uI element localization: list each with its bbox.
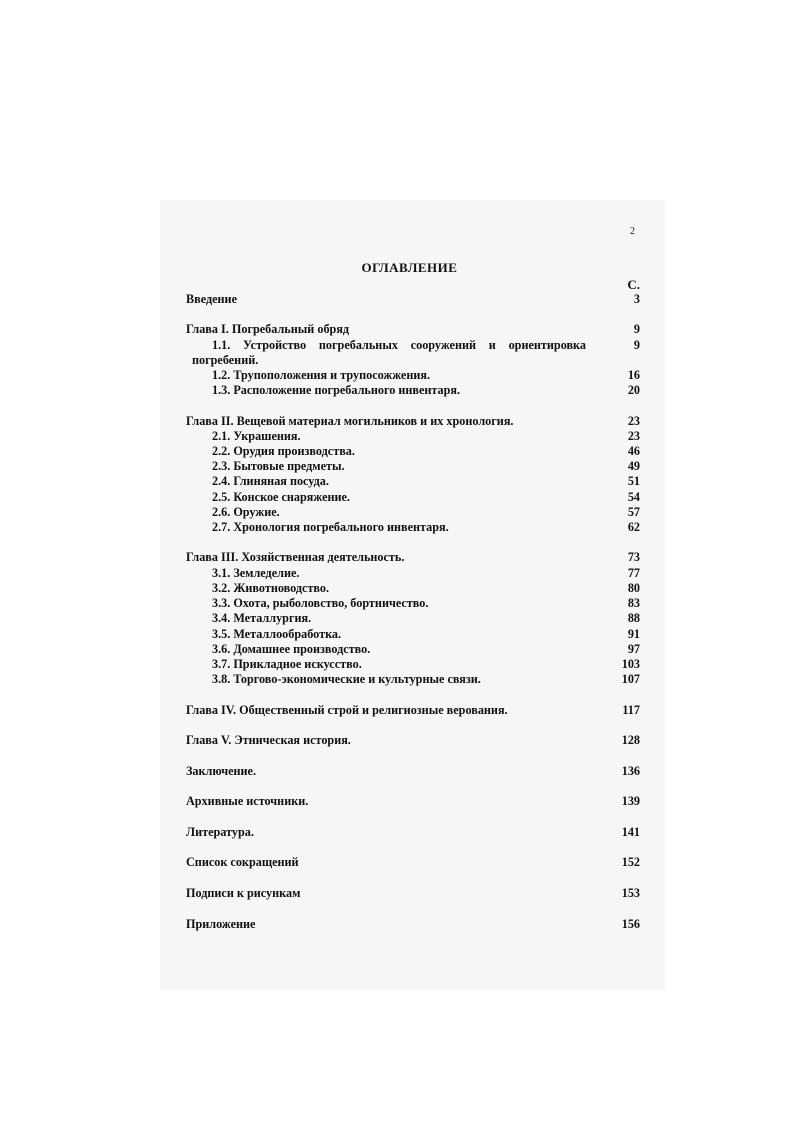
toc-entry-page: 51: [627, 474, 640, 488]
toc-entry-label: 3.2. Животноводство.: [212, 581, 330, 595]
toc-chapter: [186, 413, 640, 429]
toc-entry-label: 3.6. Домашнее производство.: [212, 642, 371, 656]
toc-entry: [186, 610, 640, 626]
toc-entry-label: Литература.: [186, 825, 254, 839]
toc-entry-page: 97: [627, 642, 640, 656]
toc-entry-page: 77: [627, 566, 640, 580]
page-title: ОГЛАВЛЕНИЕ: [361, 260, 458, 275]
toc-entry: [186, 565, 640, 581]
page-column-header: С.: [627, 277, 640, 292]
toc-entry-label: Список сокращений: [186, 855, 299, 869]
toc-entry-label: 3.8. Торгово-экономические и культурные связи.: [212, 672, 481, 686]
toc-entry-page: 103: [621, 657, 640, 671]
page-number: 2: [630, 226, 635, 237]
toc-entry-page: 9: [633, 322, 640, 336]
toc-entry-label: Заключение.: [186, 764, 257, 778]
toc-entry-label: 2.5. Конское снаряжение.: [212, 490, 350, 504]
toc-entry-page: 49: [627, 459, 640, 473]
toc-entry: [186, 885, 640, 901]
toc-entry-label: Глава IV. Общественный строй и религиозные верования.: [186, 703, 508, 717]
toc-entry: [186, 793, 640, 809]
toc-entry: [186, 489, 640, 505]
toc-entry-page: 107: [621, 672, 640, 686]
toc-entry: [186, 580, 640, 596]
toc-entry-page: 46: [627, 444, 640, 458]
toc-entry-label: Глава III. Хозяйственная деятельность.: [186, 550, 405, 564]
toc-entry: [186, 671, 640, 687]
toc-entry-label: Архивные источники.: [186, 794, 309, 808]
toc-entry: [186, 595, 640, 611]
toc-entry-label: Приложение: [186, 917, 256, 931]
toc-entry: [186, 443, 640, 459]
toc-entry: [186, 504, 640, 520]
toc-entry-label: 2.6. Оружие.: [212, 505, 280, 519]
toc-entry-label: 1.3. Расположение погребального инвентаря.: [212, 383, 461, 397]
toc-entry: [186, 916, 640, 932]
toc-entry-label: 2.2. Орудия производства.: [212, 444, 355, 458]
toc-entry-page: 16: [627, 368, 640, 382]
toc-entry-page: 88: [627, 611, 640, 625]
toc-entry-label: Подписи к рисункам: [186, 886, 301, 900]
toc-entry-page: 57: [627, 505, 640, 519]
toc-entry-page: 136: [621, 764, 640, 778]
toc-entry-label: Глава I. Погребальный обряд: [186, 322, 350, 336]
toc-entry-page: 23: [627, 429, 640, 443]
toc-chapter: [186, 732, 640, 748]
toc-entry: [186, 519, 640, 535]
toc-entry: [186, 473, 640, 489]
toc-entry-page: 62: [627, 520, 640, 534]
toc-entry-page: 141: [621, 825, 640, 839]
toc-entry-label: 2.4. Глиняная посуда.: [212, 474, 329, 488]
toc-entry-label: 1.2. Трупоположения и трупосожжения.: [212, 368, 431, 382]
toc-entry-label: 3.3. Охота, рыболовство, бортничество.: [212, 596, 429, 610]
toc-entry-page: 152: [621, 855, 640, 869]
toc-chapter: [186, 702, 640, 718]
toc-entry: [186, 291, 640, 307]
toc-chapter: [186, 549, 640, 565]
toc-entry: [186, 763, 640, 779]
toc-entry: [186, 656, 640, 672]
toc-entry: [186, 428, 640, 444]
toc-entry-page: 80: [627, 581, 640, 595]
toc-entry-label: 3.5. Металлообработка.: [212, 627, 342, 641]
toc-entry-label: Глава II. Вещевой материал могильников и их хронология.: [186, 414, 514, 428]
toc-entry-page: 156: [621, 917, 640, 931]
toc-entry-label: Глава V. Этническая история.: [186, 733, 351, 747]
toc-entry-label: 3.7. Прикладное искусство.: [212, 657, 362, 671]
toc-entry-page: 83: [627, 596, 640, 610]
toc-chapter: [186, 321, 640, 337]
toc-entry-page: 139: [621, 794, 640, 808]
toc-entry: [186, 367, 640, 383]
toc-entry-page: 54: [627, 490, 640, 504]
toc-entry-label: 2.7. Хронология погребального инвентаря.: [212, 520, 449, 534]
toc-entry-page: 20: [627, 383, 640, 397]
toc-entry: [186, 854, 640, 870]
toc-entry-label: Введение: [186, 292, 237, 306]
toc-entry-label: 2.1. Украшения.: [212, 429, 301, 443]
toc-entry: [186, 626, 640, 642]
toc-entry-page: 3: [633, 292, 640, 306]
toc-entry-page: 23: [627, 414, 640, 428]
toc-entry-page: 153: [621, 886, 640, 900]
toc-entry: [186, 824, 640, 840]
toc-entry-label: 3.1. Земледелие.: [212, 566, 300, 580]
toc-entry-label-continuation: погребений.: [192, 353, 259, 367]
toc-entry-label: 3.4. Металлургия.: [212, 611, 312, 625]
toc-entry-page: 91: [627, 627, 640, 641]
toc-entry-label: 1.1. Устройство погребальных сооружений и ориентировка: [212, 338, 586, 352]
toc-entry: [186, 382, 640, 398]
toc-entry-page: 128: [621, 733, 640, 747]
toc-entry-page: 9: [633, 338, 640, 352]
toc-entry-page: 117: [622, 703, 640, 717]
toc-entry: [186, 641, 640, 657]
toc-entry-label: 2.3. Бытовые предметы.: [212, 459, 345, 473]
toc-entry: [186, 458, 640, 474]
toc-entry-page: 73: [627, 550, 640, 564]
